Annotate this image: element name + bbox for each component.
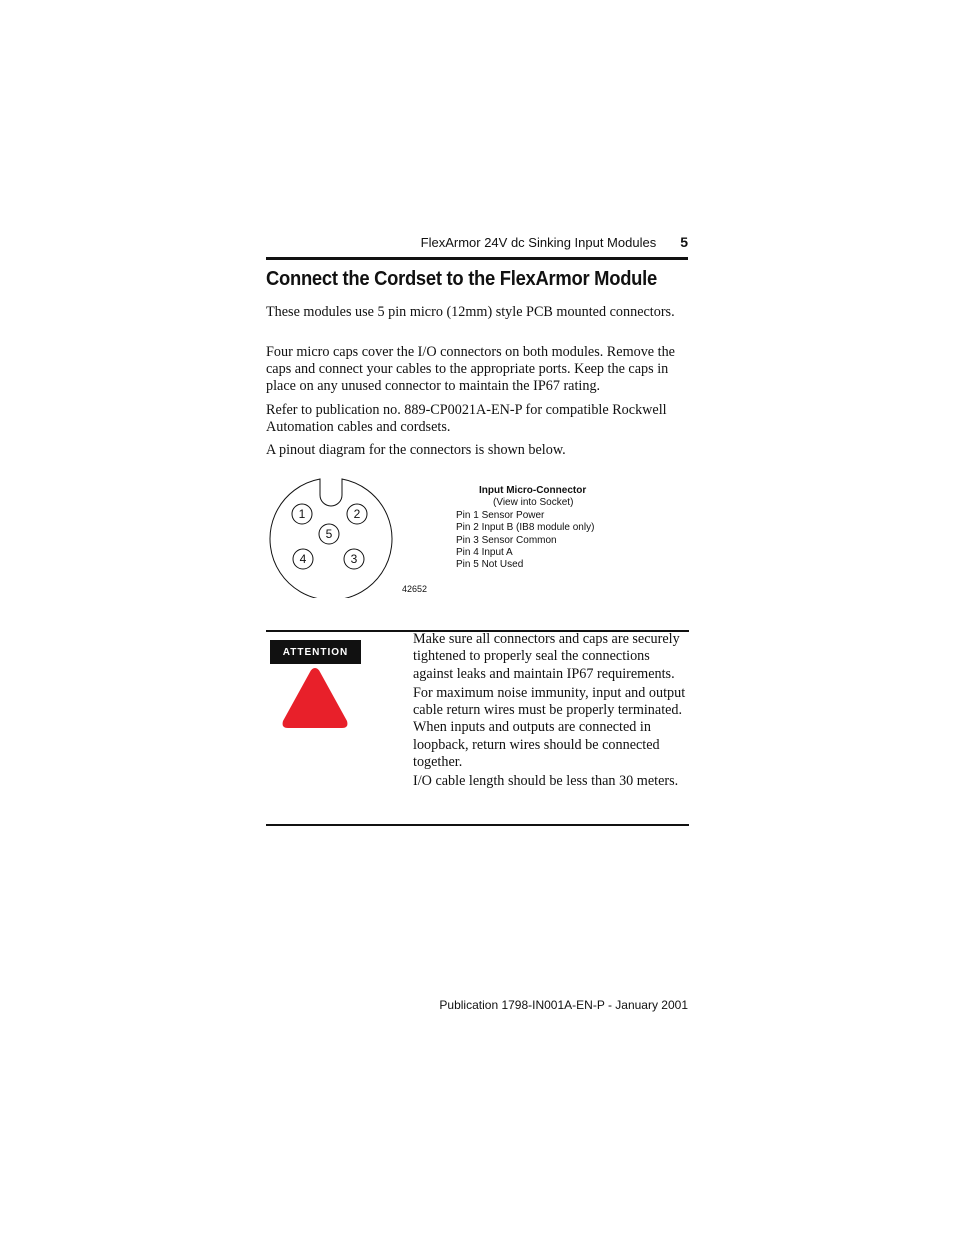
legend-pin-2: Pin 2 Input B (IB8 module only)	[456, 522, 595, 534]
pin-1-label: 1	[298, 507, 306, 521]
legend-pin-1: Pin 1 Sensor Power	[456, 509, 545, 521]
paragraph-reference: Refer to publication no. 889-CP0021A-EN-P for compatible Rockwell Automation cables and cordsets.	[266, 402, 667, 435]
attention-bottom-rule	[266, 824, 689, 826]
legend-pin-4: Pin 4 Input A	[456, 547, 513, 559]
paragraph-connectors: These modules use 5 pin micro (12mm) style PCB mounted connectors.	[266, 304, 675, 320]
attention-badge: ATTENTION	[270, 640, 361, 664]
pin-3-label: 3	[350, 552, 358, 566]
pinout-diagram	[266, 474, 396, 598]
paragraph-pinout-intro: A pinout diagram for the connectors is shown below.	[266, 442, 566, 458]
attention-paragraph-length: I/O cable length should be less than 30 meters.	[413, 773, 679, 790]
pin-5-label: 5	[325, 527, 333, 541]
page-number: 5	[680, 234, 688, 250]
paragraph-micro-caps: Four micro caps cover the I/O connectors on both modules. Remove the caps and connect your cables to the appropriate ports. Keep the caps in place on any unused connector to maintain the IP67 rating.	[266, 344, 675, 394]
publication-footer: Publication 1798-IN001A-EN-P - January 2001	[439, 998, 688, 1012]
attention-text	[413, 631, 689, 793]
header-title: FlexArmor 24V dc Sinking Input Modules	[420, 234, 657, 250]
legend-subtitle: (View into Socket)	[493, 497, 574, 509]
pin-legend	[456, 485, 594, 572]
legend-title: Input Micro-Connector	[479, 485, 587, 496]
pin-4-label: 4	[299, 552, 307, 566]
legend-pin-3: Pin 3 Sensor Common	[456, 534, 557, 546]
section-title: Connect the Cordset to the FlexArmor Module	[266, 268, 657, 290]
running-header	[266, 234, 688, 250]
attention-paragraph-seal: Make sure all connectors and caps are securely tightened to properly seal the connections against leaks and maintain IP67 requirements.	[413, 631, 680, 682]
legend-pin-5: Pin 5 Not Used	[456, 559, 524, 571]
warning-triangle-icon	[281, 666, 349, 730]
pin-2-label: 2	[353, 507, 361, 521]
header-rule	[266, 257, 688, 260]
figure-number: 42652	[402, 584, 428, 594]
attention-paragraph-noise: For maximum noise immunity, input and output cable return wires must be properly terminated. When inputs and outputs are connected in loopback, return wires should be connected together.	[413, 684, 686, 771]
